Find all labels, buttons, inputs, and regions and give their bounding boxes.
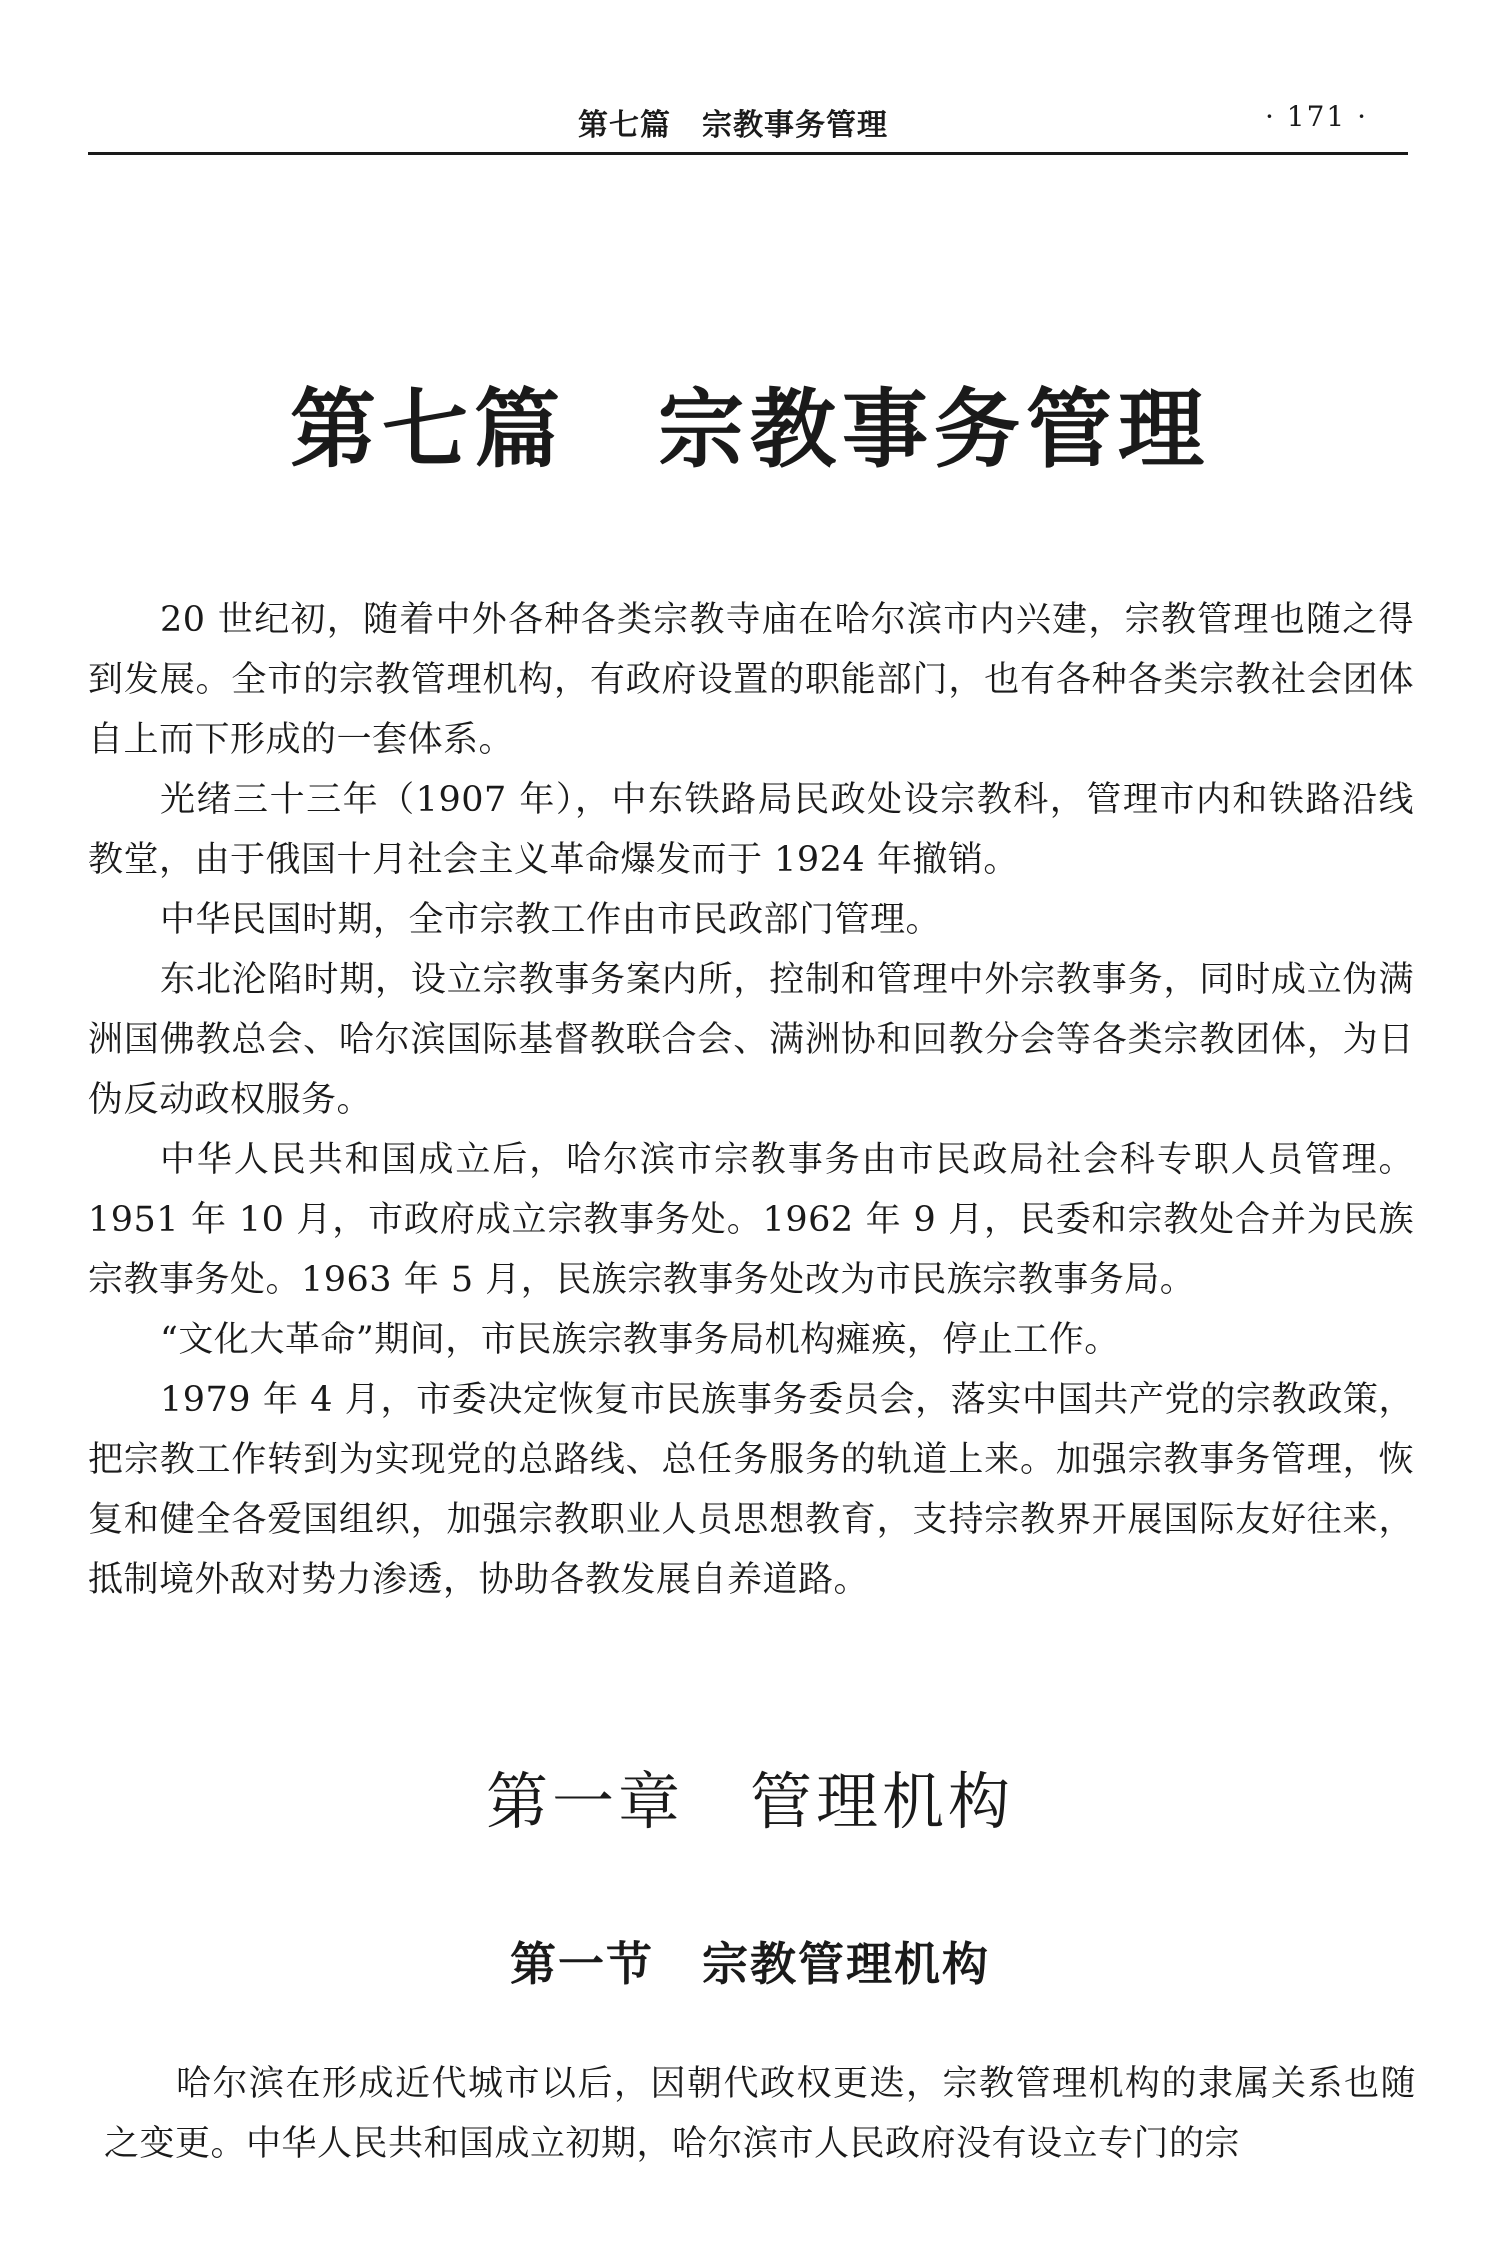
part-title: 第七篇 宗教事务管理: [290, 379, 1210, 480]
paragraph: “文化大革命”期间，市民族宗教事务局机构瘫痪，停止工作。: [160, 1320, 1120, 1360]
paragraph: 哈尔滨在形成近代城市以后，因朝代政权更迭，宗教管理机构的隶属关系也随之变更。中华人民共和国成立初期，哈尔滨市人民政府没有设立专门的宗: [104, 2064, 1416, 2164]
page-number: · 171 ·: [1264, 100, 1368, 133]
paragraph: 中华人民共和国成立后，哈尔滨市宗教事务由市民政局社会科专职人员管理。1951 年 10 月，市政府成立宗教事务处。1962 年 9 月，民委和宗教处合并为民族宗教事务处。1963 年 5 月，民族宗教事务处改为市民族宗教事务局。: [88, 1140, 1414, 1300]
section-text: [104, 2054, 1416, 2174]
running-header: [88, 92, 1408, 155]
paragraph: 1979 年 4 月，市委决定恢复市民族事务委员会，落实中国共产党的宗教政策，把宗教工作转到为实现党的总路线、总任务服务的轨道上来。加强宗教事务管理，恢复和健全各爱国组织，加强宗教职业人员思想教育，支持宗教界开展国际友好往来，抵制境外敌对势力渗透，协助各教发展自养道路。: [88, 1380, 1414, 1600]
paragraph: 光绪三十三年（1907 年），中东铁路局民政处设宗教科，管理市内和铁路沿线教堂，由于俄国十月社会主义革命爆发而于 1924 年撤销。: [88, 780, 1414, 880]
paragraph: 20 世纪初，随着中外各种各类宗教寺庙在哈尔滨市内兴建，宗教管理也随之得到发展。全市的宗教管理机构，有政府设置的职能部门，也有各种各类宗教社会团体自上而下形成的一套体系。: [88, 600, 1414, 760]
chapter-title: 第一章 管理机构: [485, 1765, 1014, 1838]
paragraph: 中华民国时期，全市宗教工作由市民政部门管理。: [160, 900, 942, 940]
section-title: 第一节 宗教管理机构: [510, 1937, 990, 1991]
running-header-title: 第七篇 宗教事务管理: [578, 108, 888, 143]
intro-text: [88, 590, 1414, 1610]
paragraph: 东北沦陷时期，设立宗教事务案内所，控制和管理中外宗教事务，同时成立伪满洲国佛教总会、哈尔滨国际基督教联合会、满洲协和回教分会等各类宗教团体，为日伪反动政权服务。: [88, 960, 1414, 1120]
